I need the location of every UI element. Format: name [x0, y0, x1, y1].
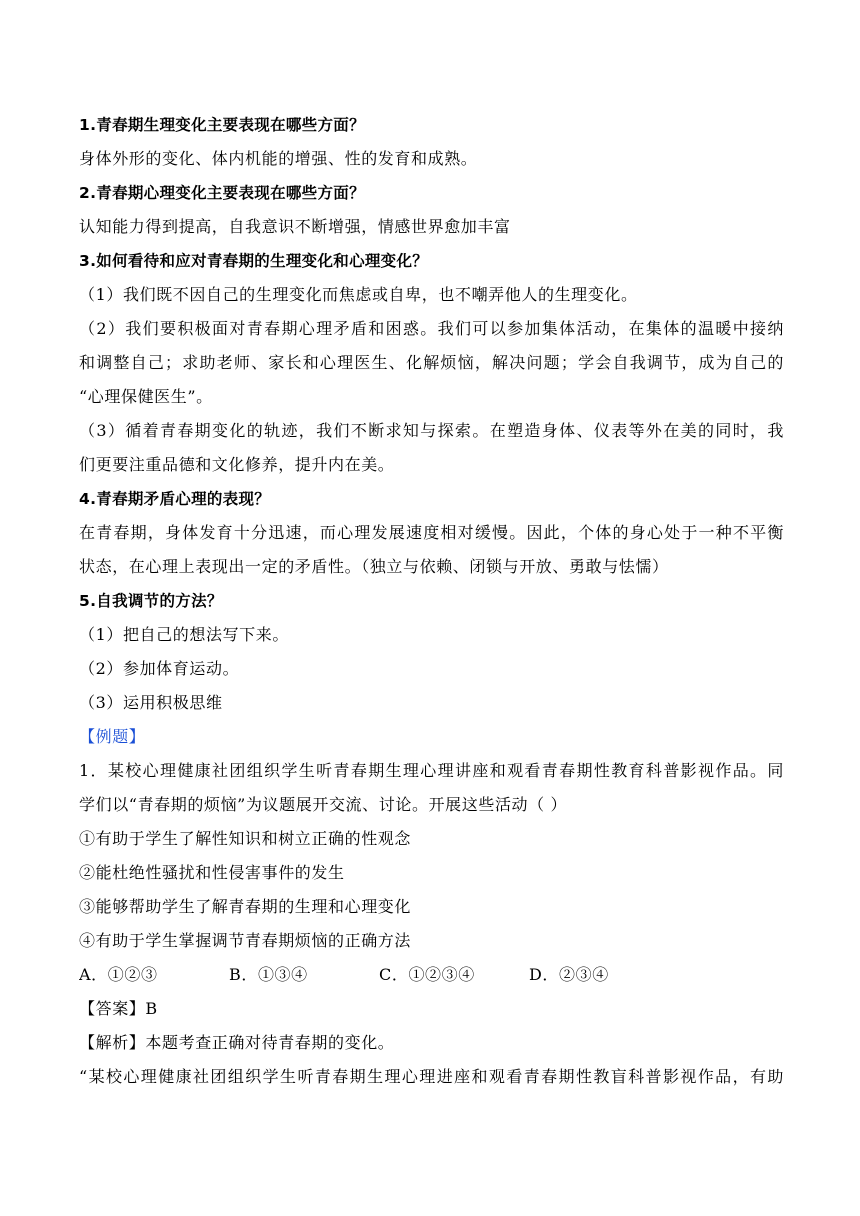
question-5-title: 5.自我调节的方法？ [79, 592, 223, 610]
question-3-point-3-line-1: （3）循着青春期变化的轨迹，我们不断求知与探索。在塑造身体、仪表等外在美的同时，我 [79, 421, 784, 440]
question-2-title: 2.青春期心理变化主要表现在哪些方面？ [79, 184, 365, 202]
option-c: C．①②③④ [379, 965, 475, 984]
example-analysis-line-2: “某校心理健康社团组织学生听青春期生理心理进座和观看青春期性教盲科普影视作品，有助 [79, 1067, 784, 1086]
example-statement-3: ③能够帮助学生了解青春期的生理和心理变化 [79, 897, 412, 916]
question-5-item-3: （3）运用积极思维 [79, 693, 223, 712]
question-4-answer-line-1: 在青春期，身体发育十分迅速，而心理发展速度相对缓慢。因此，个体的身心处于一种不平衡 [79, 523, 784, 542]
question-3-title: 3.如何看待和应对青春期的生理变化和心理变化？ [79, 252, 429, 270]
question-4-title: 4.青春期矛盾心理的表现？ [79, 490, 271, 508]
example-stem-line-1: 1．某校心理健康社团组织学生听青春期生理心理讲座和观看青春期性教育科普影视作品。同 [79, 761, 784, 780]
option-b: B．①③④ [229, 965, 308, 984]
question-3-point-1: （1）我们既不因自己的生理变化而焦虑或自卑，也不嘲弄他人的生理变化。 [79, 285, 638, 304]
question-3-point-2-line-3: “心理保健医生”。 [79, 387, 213, 406]
question-4-answer-line-2: 状态，在心理上表现出一定的矛盾性。（独立与依赖、闭锁与开放、勇敢与怯懦） [79, 557, 669, 576]
document-body [79, 108, 784, 1094]
question-3-point-2-line-2: 和调整自己；求助老师、家长和心理医生、化解烦恼，解决问题；学会自我调节，成为自己的 [79, 353, 784, 372]
example-stem-line-2: 学们以“青春期的烦恼”为议题展开交流、讨论。开展这些活动（ ） [79, 795, 568, 814]
question-3-point-2-line-1: （2）我们要积极面对青春期心理矛盾和困惑。我们可以参加集体活动，在集体的温暖中接纳 [79, 319, 784, 338]
example-answer: 【答案】B [79, 999, 158, 1018]
example-analysis: 【解析】本题考查正确对待青春期的变化。 [79, 1033, 395, 1052]
example-tag: 【例题】 [79, 727, 146, 746]
example-statement-1: ①有助于学生了解性知识和树立正确的性观念 [79, 829, 412, 848]
example-options [79, 958, 784, 992]
example-statement-2: ②能杜绝性骚扰和性侵害事件的发生 [79, 863, 345, 882]
question-1-answer: 身体外形的变化、体内机能的增强、性的发育和成熟。 [79, 149, 478, 168]
option-a: A．①②③ [79, 965, 158, 984]
question-1-title: 1.青春期生理变化主要表现在哪些方面？ [79, 116, 365, 134]
question-3-point-3-line-2: 们更要注重品德和文化修养，提升内在美。 [79, 455, 395, 474]
example-statement-4: ④有助于学生掌握调节青春期烦恼的正确方法 [79, 931, 412, 950]
question-5-item-1: （1）把自己的想法写下来。 [79, 625, 289, 644]
question-5-item-2: （2）参加体育运动。 [79, 659, 240, 678]
option-d: D．②③④ [529, 965, 609, 984]
question-2-answer: 认知能力得到提高，自我意识不断增强，情感世界愈加丰富 [79, 217, 511, 236]
